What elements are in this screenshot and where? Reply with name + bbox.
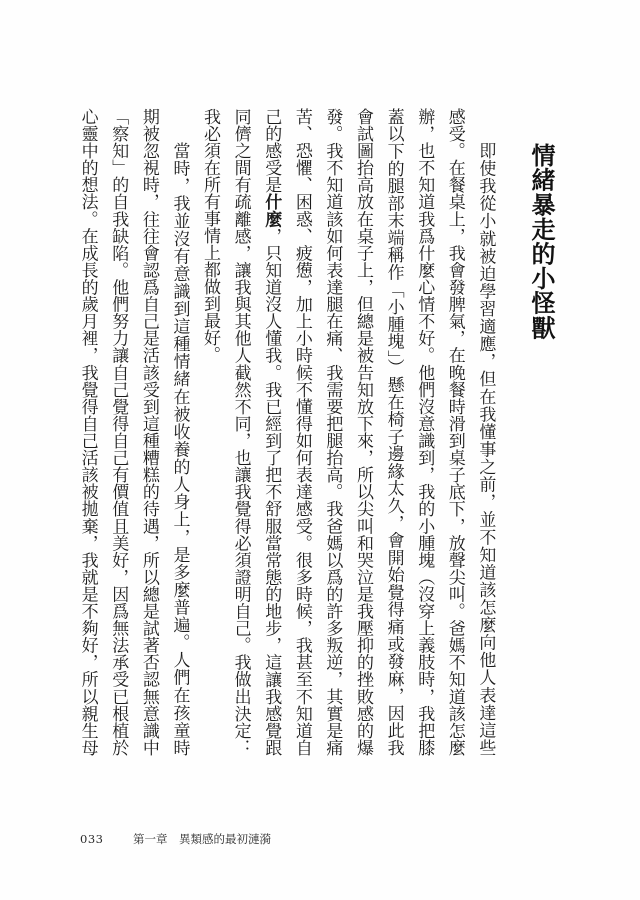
section-title: 情緒暴走的小怪獸 — [527, 143, 555, 340]
text-line: 同儕之間有疏離感，讓我與其他人截然不同，也讓我覺得必須證明自己。我做出決定： — [230, 108, 251, 756]
text-line: 當時，我並沒有意識到這種情緒在被收養的人身上，是多麼普遍。人們在孩童時 — [169, 142, 190, 756]
text-line: 蓋以下的腿部末端稱作「小腫塊」）懸在椅子邊緣太久，會開始覺得痛或發麻，因此我 — [383, 108, 404, 756]
text-line: 發。我不知道該如何表達腿在痛、我需要把腿抬高。我爸媽以爲的許多叛逆，其實是痛 — [322, 108, 343, 756]
text-segment: ，只知道沒人懂我。我已經到了把不舒服當常態的地步，這讓我感覺跟 — [261, 227, 282, 757]
text-line: 「察知」的自我缺陷。他們努力讓自己覺得自己有價值且美好，因爲無法承受已根植於 — [108, 108, 129, 756]
chapter-title: 異類感的最初漣漪 — [179, 832, 271, 846]
text-line: 會試圖抬高放在桌子上，但總是被告知放下來，所以尖叫和哭泣是我壓抑的挫敗感的爆 — [353, 108, 374, 756]
chapter-label: 第一章 — [133, 832, 168, 846]
paragraph-2 — [72, 108, 194, 756]
text-line: 我必須在所有事情上都做到最好。 — [200, 108, 221, 363]
text-line: 即使我從小就被迫學習適應，但在我懂事之前，並不知道該怎麼向他人表達這些 — [475, 142, 496, 756]
text-line: 期被忽視時，往往會認爲自己是活該受到這種糟糕的待遇，所以總是試著否認無意識中 — [138, 108, 159, 756]
text-line: 辦，也不知道我爲什麼心情不好。他們沒意識到，我的小腫塊（沒穿上義肢時，我把膝 — [414, 108, 435, 756]
page-number: 033 — [80, 832, 104, 846]
text-segment: 己的感受是 — [261, 108, 282, 194]
running-head — [133, 832, 271, 846]
paragraph-1 — [194, 108, 500, 756]
text-line-with-emphasis — [256, 108, 287, 756]
text-line: 感受。在餐桌上，我會發脾氣，在晚餐時滑到桌子底下，放聲尖叫。爸媽不知道該怎麼 — [444, 108, 465, 756]
body-text — [72, 108, 500, 756]
emphasized-text: 什麼 — [261, 193, 282, 228]
text-line: 苦、恐懼、困惑、疲憊，加上小時候不懂得如何表達感受。很多時候，我甚至不知道自 — [291, 108, 312, 756]
text-line: 心靈中的想法。在成長的歲月裡，我覺得自己活該被拋棄，我就是不夠好，所以親生母 — [77, 108, 98, 756]
